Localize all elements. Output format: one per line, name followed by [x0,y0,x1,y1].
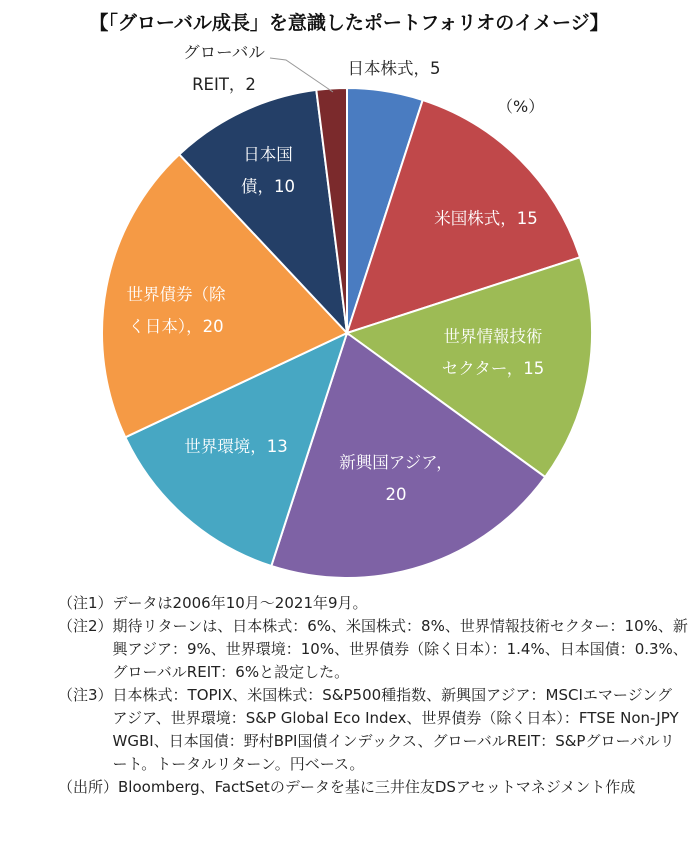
note-item [58,592,688,615]
slice-label-line: 債，10 [241,177,295,196]
slice-label-line: グローバル [183,43,265,62]
slice-label [348,59,441,78]
note-item [58,776,688,799]
note-item [58,684,688,776]
leader-lines [270,58,333,92]
slice-label-line: 世界情報技術 [443,327,543,346]
note-text: データは2006年10月～2021年9月。 [112,594,368,612]
note-tag: （出所） [58,778,119,796]
note-item [58,615,688,684]
note-tag: （注3） [58,686,113,704]
pie-chart [0,40,698,590]
slice-label-line: 20 [385,485,407,504]
slice-label [184,437,288,456]
note-text: 日本株式：TOPIX、米国株式：S&P500種指数、新興国アジア：MSCIエマージング アジア、世界環境：S&P Global Eco Index、世界債券（除く日本）：FTSE Non-JPY WGBI、日本国債：野村BPI国債インデックス、グローバルREIT：S&Pグローバルリート。トータルリターン。円ベース。 [112,686,679,773]
slice-label-line: 日本国 [243,145,293,164]
reit-leader-line [270,58,333,92]
notes [58,592,688,799]
slice-label-line: 日本株式，5 [347,59,441,78]
slice-label-line: 米国株式，15 [434,209,538,228]
note-tag: （注2） [58,617,113,635]
note-tag: （注1） [58,594,113,612]
note-text: Bloomberg、FactSetのデータを基に三井住友DSアセットマネジメント作成 [118,778,636,796]
unit-label: （%） [497,97,545,116]
chart-title: 【「グローバル成長」を意識したポートフォリオのイメージ】 [89,12,609,34]
slice-label-line: 新興国アジア， [339,453,453,472]
slice-label-line: 世界債券（除 [126,285,226,304]
slice-label-line: 世界環境，13 [184,437,288,456]
slice-label-line: REIT，2 [192,75,256,94]
slice-label-line: く日本），20 [128,317,224,336]
slice-label-line: セクター，15 [441,359,545,378]
slice-label [183,43,265,94]
slice-label [434,209,538,228]
note-text: 期待リターンは、日本株式：6%、米国株式：8%、世界情報技術セクター：10%、新興アジア：9%、世界環境：10%、世界債券（除く日本）：1.4%、日本国債：0.3%、グローバルREIT：6%と設定した。 [112,617,688,681]
